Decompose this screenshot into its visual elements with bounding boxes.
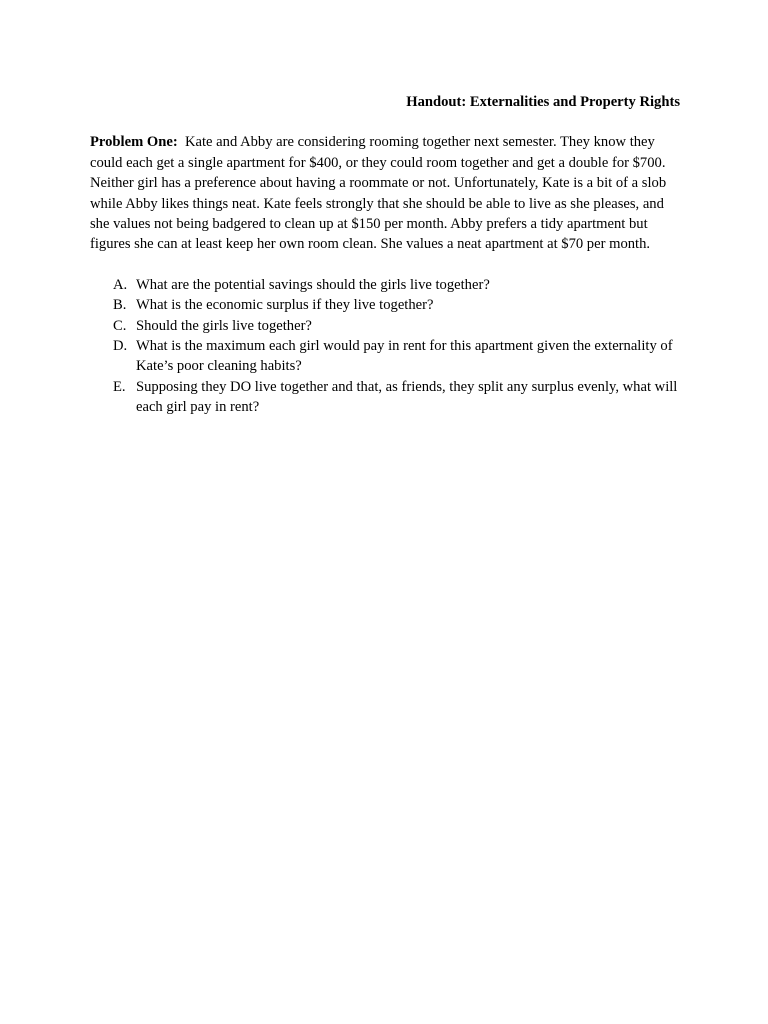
- question-letter: B.: [113, 297, 127, 314]
- question-text: Should the girls live together?: [136, 317, 312, 334]
- question-text: What is the economic surplus if they live together?: [136, 297, 434, 314]
- problem-label: Problem One:: [90, 134, 178, 151]
- question-item: [90, 275, 680, 295]
- question-item: [90, 377, 680, 418]
- document-page: [90, 92, 680, 418]
- problem-text: Kate and Abby are considering rooming together next semester. They know they could each get a single apartment for $400, or they could room together and get a double for $700. Neither girl has a preference about having a roommate or not. Unfortunately, Kate is a bit of a slob while Abby likes things neat. Kate feels strongly that she should be able to live as she pleases, and she values not being badgered to clean up at $150 per month. Abby prefers a tidy apartment but figures she can at least keep her own room clean. She values a neat apartment at $70 per month.: [90, 134, 667, 253]
- question-item: [90, 336, 680, 377]
- question-item: [90, 316, 680, 336]
- question-text: Supposing they DO live together and that, as friends, they split any surplus evenly, what will each girl pay in rent?: [136, 378, 678, 416]
- question-text: What is the maximum each girl would pay in rent for this apartment given the externality of Kate’s poor cleaning habits?: [136, 338, 673, 375]
- question-letter: A.: [113, 276, 128, 293]
- question-letter: E.: [113, 378, 126, 395]
- question-item: [90, 295, 680, 315]
- question-text: What are the potential savings should the girls live together?: [136, 276, 490, 293]
- question-list: [90, 275, 680, 418]
- question-letter: C.: [113, 317, 127, 334]
- question-letter: D.: [113, 338, 128, 355]
- problem-paragraph: [90, 132, 680, 254]
- handout-title: Handout: Externalities and Property Rights: [406, 94, 680, 110]
